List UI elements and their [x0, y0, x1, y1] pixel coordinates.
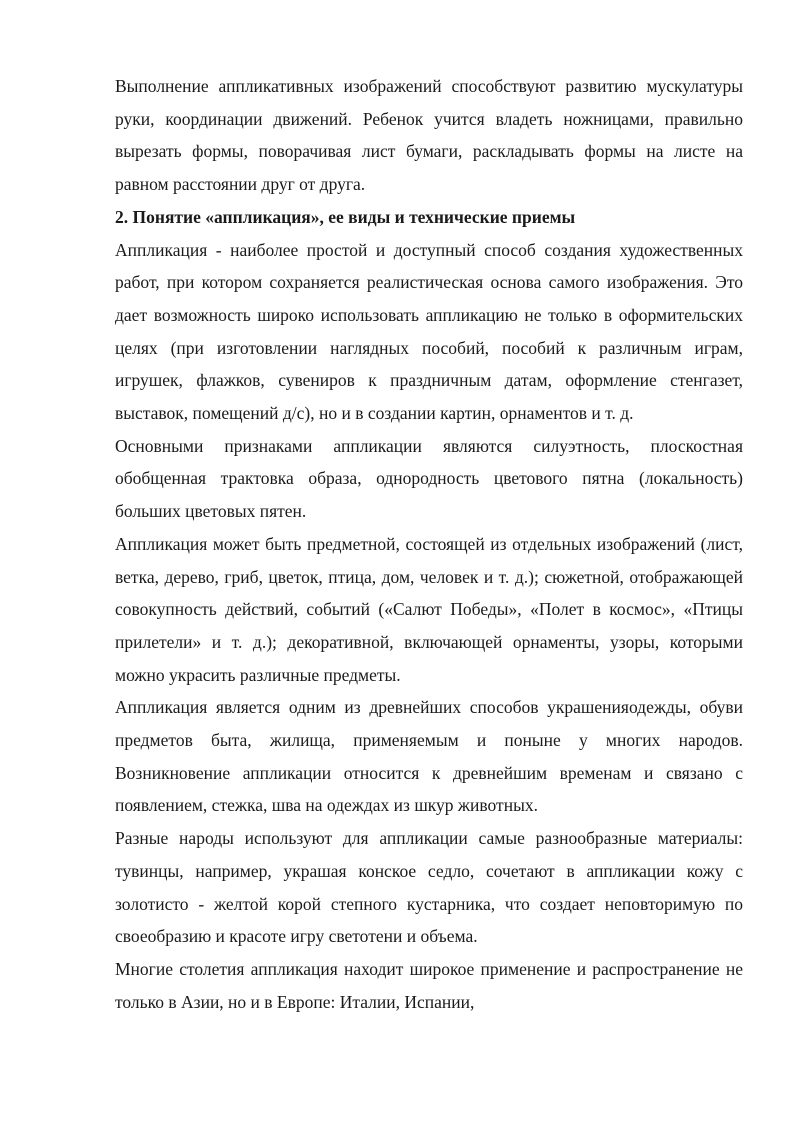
paragraph-features: Основными признаками аппликации являются силуэтность, плоскостная обобщенная трактовка образа, однородность цветового пятна (локальность) больших цветовых пятен. — [115, 435, 743, 522]
paragraph-history: Аппликация является одним из древнейших способов украшенияодежды, обуви предметов быта, жилища, применяемым и поныне у многих народов. Возникновение аппликации относится к древнейшим временам и связано с появлением, стежка, шва на одеждах из шкур животных. — [115, 697, 743, 816]
paragraph-types: Аппликация может быть предметной, состоящей из отдельных изображений (лист, ветка, дерево, гриб, цветок, птица, дом, человек и т. д.); сюжетной, отображающей совокупность действий, событий («Салют Победы», «Полет в космос», «Птицы прилетели» и т. д.); декоративной, включающей орнаменты, узоры, которыми можно украсить различные предметы. — [115, 533, 743, 685]
paragraph-definition: Аппликация - наиболее простой и доступный способ создания художественных работ, при котором сохраняется реалистическая основа самого изображения. Это дает возможность широко использовать аппликацию не только в оформительских целях (при изготовлении наглядных пособий, пособий к различным играм, игрушек, флажков, сувениров к праздничным датам, оформление стенгазет, выставок, помещений д/с), но и в создании картин, орнаментов и т. д. — [115, 239, 743, 424]
paragraph-motor-skills: Выполнение аппликативных изображений способствуют развитию мускулатуры руки, координации движений. Ребенок учится владеть ножницами, правильно вырезать формы, поворачивая лист бумаги, раскладывать формы на листе на равном расстоянии друг от друга. — [115, 76, 743, 195]
document-page — [115, 70, 743, 1018]
paragraph-europe: Многие столетия аппликация находит широкое применение и распространение не только в Азии, но и в Европе: Италии, Испании, — [115, 958, 743, 1012]
section-heading: 2. Понятие «аппликация», ее виды и технические приемы — [115, 206, 576, 227]
paragraph-materials: Разные народы используют для аппликации самые разнообразные материалы: тувинцы, например, украшая конское седло, сочетают в аппликации кожу с золотисто - желтой корой степного кустарника, что создает неповторимую по своеобразию и красоте игру светотени и объема. — [115, 828, 743, 947]
